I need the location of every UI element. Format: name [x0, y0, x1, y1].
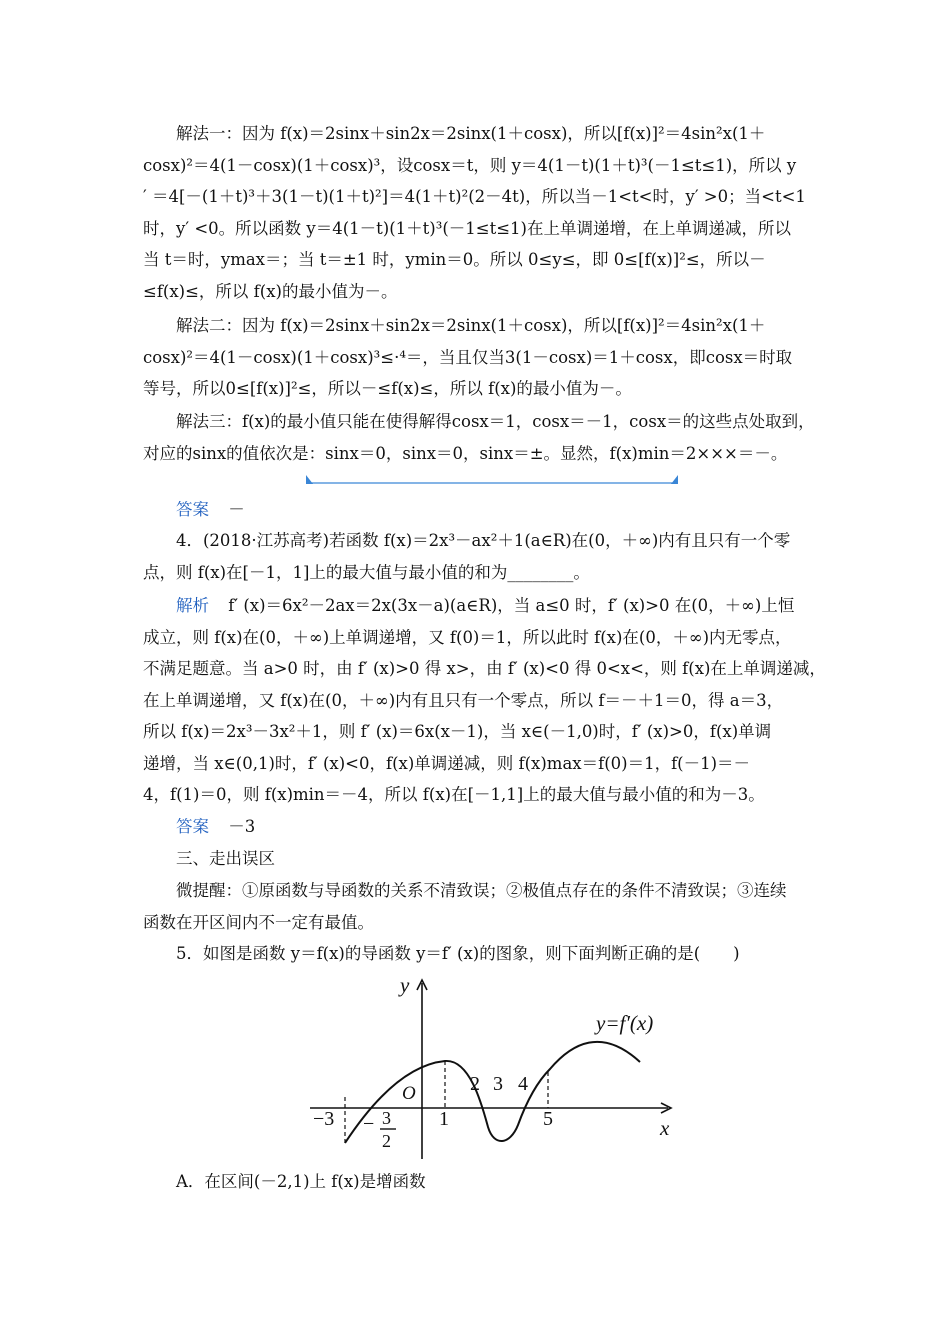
text-line: A．在区间(－2,1)上 f(x)是增函数: [176, 1172, 426, 1191]
text-line: 当 t＝时，ymax＝；当 t＝±1 时，ymin＝0。所以 0≤y≤，即 0≤[f(x)]²≤，所以－: [143, 250, 766, 269]
text-line: 函数在开区间内不一定有最值。: [143, 912, 374, 932]
tick-label: 3: [493, 1073, 503, 1095]
text-line: 点，则 f(x)在[－1，1]上的最大值与最小值的和为________。: [143, 562, 590, 582]
derivative-graph: [310, 977, 680, 1162]
text-line: cosx)²＝4(1－cosx)(1＋cosx)³，设cosx＝t，则 y＝4(1－t)(1＋t)³(－1≤t≤1)，所以 y: [143, 155, 797, 175]
answer-label: 答案: [176, 500, 209, 519]
answer-block: [143, 811, 807, 843]
y-axis-label: y: [400, 977, 410, 997]
text-line: 成立，则 f(x)在(0，＋∞)上单调递增，又 f(0)＝1，所以此时 f(x)在(0，＋∞)内无零点，: [143, 627, 792, 647]
tick-label: −3: [313, 1108, 335, 1130]
text-line: 微提醒：①原函数与导函数的关系不清致误；②极值点存在的条件不清致误；③连续: [176, 881, 787, 900]
solution-method-3: [143, 406, 815, 469]
text-line: 所以 f(x)＝2x³－3x²＋1，则 f′ (x)＝6x(x－1)，当 x∈(－1,0)时，f′ (x)>0，f(x)单调: [143, 722, 772, 741]
tick-label: 5: [543, 1108, 553, 1130]
option-a: [143, 1166, 807, 1198]
tick-label: 4: [518, 1073, 528, 1095]
text-line: f′ (x)＝6x²－2ax＝2x(3x－a)(a∈R)，当 a≤0 时，f′ (x)>0 在(0，＋∞)上恒: [228, 596, 795, 615]
fraction-numerator: 3: [382, 1108, 391, 1128]
text-line: 在上单调递增，又 f(x)在(0，＋∞)内有且只有一个零点，所以 f＝－＋1＝0，得 a＝3，: [143, 690, 784, 710]
answer-value: －3: [228, 817, 256, 836]
answer-value: －: [228, 500, 245, 519]
x-axis-label: x: [660, 1116, 670, 1140]
section-divider: [306, 473, 678, 485]
tip-block: [143, 875, 807, 938]
section-heading: [143, 843, 807, 875]
text-line: 时，y′ <0。所以函数 y＝4(1－t)(1＋t)³(－1≤t≤1)在上单调递增，在上单调递减，所以: [143, 218, 791, 238]
fraction-sign: −: [363, 1113, 375, 1135]
solution-method-1: [143, 118, 807, 307]
answer-block: [143, 494, 807, 526]
text-line: 解法一：因为 f(x)＝2sinx＋sin2x＝2sinx(1＋cosx)，所以[f(x)]²＝4sin²x(1＋: [176, 124, 766, 143]
text-line: 解法二：因为 f(x)＝2sinx＋sin2x＝2sinx(1＋cosx)，所以[f(x)]²＝4sin²x(1＋: [176, 316, 766, 335]
text-line: ′ ＝4[－(1＋t)³＋3(1－t)(1＋t)²]＝4(1＋t)²(2－4t)，所以当－1<t<时，y′ >0；当<t<1: [143, 187, 806, 206]
text-line: 对应的sinx的值依次是：sinx＝0，sinx＝0，sinx＝±。显然，f(x)min＝2×××＝－。: [143, 443, 788, 463]
solution-4: [143, 590, 826, 811]
text-line: 5．如图是函数 y＝f(x)的导函数 y＝f′ (x)的图象，则下面判断正确的是( ): [176, 944, 740, 963]
solution-label: 解析: [176, 596, 209, 615]
text-line: 等号，所以0≤[f(x)]²≤，所以－≤f(x)≤，所以 f(x)的最小值为－。: [143, 379, 632, 398]
question-5: [143, 938, 807, 970]
text-line: 4，f(1)＝0，则 f(x)min＝－4，所以 f(x)在[－1,1]上的最大值与最小值的和为－3。: [143, 785, 765, 804]
tick-label: 2: [470, 1073, 480, 1095]
solution-method-2: [143, 310, 807, 405]
text-line: cosx)²＝4(1－cosx)(1＋cosx)³≤·⁴＝，当且仅当3(1－cosx)＝1＋cosx，即cosx＝时取: [143, 347, 793, 367]
origin-label: O: [402, 1083, 416, 1104]
answer-label: 答案: [176, 817, 209, 836]
text-line: 解法三：f(x)的最小值只能在使得解得cosx＝1，cosx＝－1，cosx＝的这些点处取到，: [176, 412, 815, 431]
text-line: 递增，当 x∈(0,1)时，f′ (x)<0，f(x)单调递减，则 f(x)max＝f(0)＝1，f(－1)＝－: [143, 753, 751, 773]
text-line: 4．(2018·江苏高考)若函数 f(x)＝2x³－ax²＋1(a∈R)在(0，＋∞)内有且只有一个零: [176, 531, 791, 550]
text-line: ≤f(x)≤，所以 f(x)的最小值为－。: [143, 281, 398, 301]
fraction-denominator: 2: [382, 1131, 391, 1151]
curve-label: y=f′(x): [596, 1011, 654, 1035]
text-line: 不满足题意。当 a>0 时，由 f′ (x)>0 得 x>，由 f′ (x)<0 得 0<x<，则 f(x)在上单调递减，: [143, 659, 826, 678]
question-4: [143, 525, 807, 588]
section-title: 三、走出误区: [176, 849, 275, 868]
tick-label: 1: [439, 1108, 449, 1130]
